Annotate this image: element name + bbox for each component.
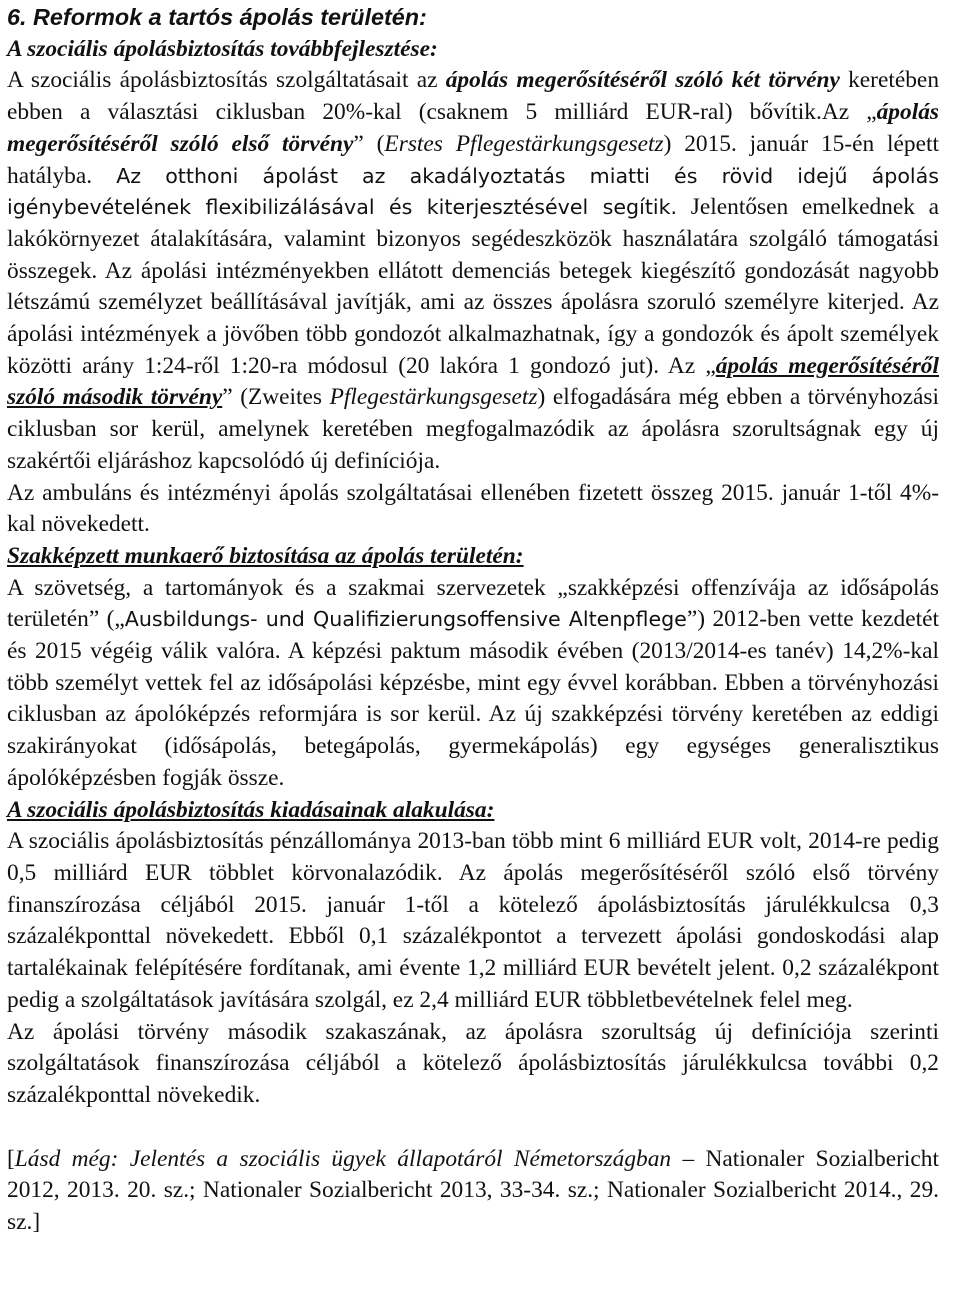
- references: [7, 1144, 939, 1239]
- p3-german-offensive: Ausbildungs- und Qualifizierungsoffensive Altenpflege: [124, 607, 687, 632]
- p1-emph-first-law: ápolás megerősítéséről szóló első törvény: [7, 99, 939, 157]
- p1-text-c: keretében ebben a választási ciklusban 20%-kal (csaknem 5 milliárd EUR-ral) bővítik.: [7, 67, 940, 126]
- section-heading: 6. Reformok a tartós ápolás területén:: [7, 4, 427, 30]
- p1-text-f: ” (: [353, 130, 385, 157]
- paragraph-second-stage: Az ápolási törvény második szakaszának, az ápolásra szorultság új definíciója szerinti szolgáltatások finanszírozása céljából a kötelező ápolásbiztosítás járulékkulcsa további 0,2 százalékponttal növekedik.: [7, 1018, 939, 1108]
- references-rest: Nationaler Sozialbericht 2012, 2013. 20. sz.; Nationaler Sozialbericht 2013, 33-34. sz.; Nationaler Sozialbericht 2014., 29. sz.]: [7, 1145, 939, 1236]
- paragraph-service-fees: Az ambuláns és intézményi ápolás szolgáltatásai ellenében fizetett összeg 2015. január 1-től 4%-kal növekedett.: [7, 479, 939, 538]
- p1-text-h: ) 2015. január 15-én lépett hatályba.: [7, 130, 939, 189]
- p1-emph-second-law: ápolás megerősítéséről szóló második törvény: [7, 352, 939, 411]
- paragraph-reform-intro: [7, 65, 939, 477]
- p1-text-j: Jelentősen emelkednek a lakókörnyezet átalakítására, valamint bizonyos segédeszközök használatára szolgáló támogatási összegek. Az ápolási intézményekben ellátott demenciás betegek kiegészítő gondozását nagyobb létszámú személyzet beállításával javítják, ami az összes ápolásra szoruló személyre kiterjed. Az ápolási intézmények a jövőben több gondozót alkalmazhatnak, így a gondozók és ápolt személyek közötti arány 1:24-ről 1:20-ra módosul (20 lakóra 1 gondozó jut). Az „: [7, 194, 939, 379]
- p1-text-home-care: Az otthoni ápolást az akadályoztatás miatti és rövid idejű ápolás igénybevételének flexibilizálásával és kiterjesztésével segítik.: [7, 163, 939, 220]
- references-italic: Lásd még: Jelentés a szociális ügyek állapotáról Németországban –: [14, 1145, 695, 1172]
- p1-emph-two-laws: ápolás megerősítéséről szóló két törvény: [445, 67, 840, 94]
- p1-text-a: A szociális ápolásbiztosítás szolgáltatásait az: [7, 67, 446, 94]
- heading-skilled-workforce: Szakképzett munkaerő biztosítása az ápolás területén:: [7, 542, 524, 569]
- paragraph-training-offensive: [7, 573, 939, 795]
- paragraph-funds: A szociális ápolásbiztosítás pénzállománya 2013-ban több mint 6 milliárd EUR volt, 2014-re pedig 0,5 milliárd EUR többlet körvonalazódik. Az ápolás megerősítéséről szóló első törvény finanszírozása céljából 2015. január 1-től a kötelező ápolásbiztosítás járulékkulcsa 0,3 százalékponttal növekedett. Ebből 0,1 százalékpontot a tervezett ápolási gondoskodási alap tartalékainak felépítésére fordítanak, ami évente 1,2 milliárd EUR bevételt jelent. 0,2 százalékpont pedig a szolgáltatások javítására szolgál, ez 2,4 milliárd EUR többletbevételnek felel meg.: [7, 828, 939, 1013]
- references-open: [: [7, 1145, 15, 1172]
- p1-german-first-law: Erstes Pflegestärkungsgesetz: [384, 130, 664, 157]
- p1-text-l: ” (Zweites: [222, 384, 330, 411]
- p3-text-a: A szövetség, a tartományok és a szakmai szervezetek „szakképzési offenzívája az idősápolás területén” („: [7, 574, 939, 633]
- heading-expenditure: A szociális ápolásbiztosítás kiadásainak alakulása:: [7, 796, 495, 823]
- subheading-care-insurance: A szociális ápolásbiztosítás továbbfejlesztése:: [7, 35, 438, 62]
- p1-text-d: Az „: [821, 99, 877, 126]
- p1-text-n: ) elfogadására még ebben a törvényhozási ciklusban sor kerül, amelynek keretében megfogalmazódik az ápolásra szorultságnak egy új szakértői eljáráshoz kapcsolódó új definíciója.: [7, 384, 939, 474]
- p3-text-c: ”) 2012-ben vette kezdetét és 2015 végéig válik valóra. A képzési paktum második évében (2013/2014-es tanév) 14,2%-kal több személyt vettek fel az idősápolási képzésbe, mint egy évvel korábban. Ebben a törvényhozási ciklusban az ápolóképzés reformjára is sor kerül. Az új szakképzési törvény keretében az eddigi szakirányokat (idősápolás, betegápolás, gyermekápolás) egy egységes generalisztikus ápolóképzésben fogják össze.: [7, 606, 939, 791]
- p1-german-second-law: Pflegestärkungsgesetz: [329, 384, 538, 411]
